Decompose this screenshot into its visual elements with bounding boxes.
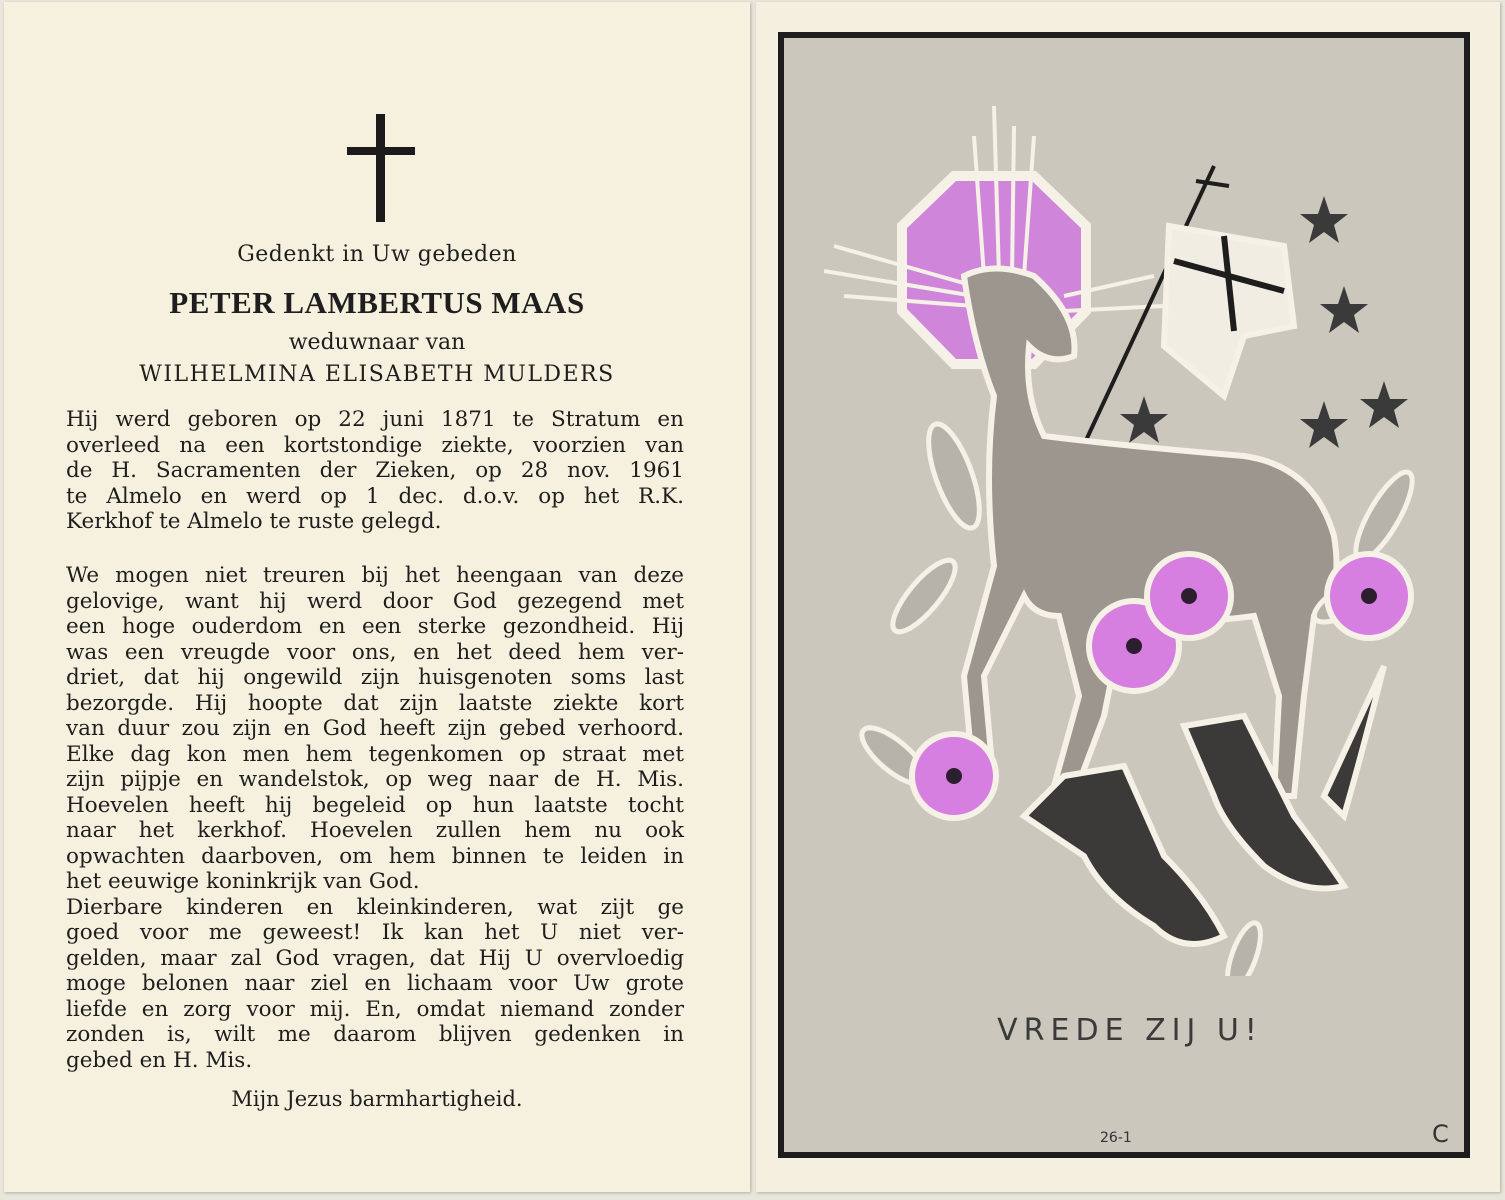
text-line: het eeuwige koninkrijk van God. (66, 869, 420, 894)
text-line: van duur zou zijn en God heeft zijn gebed verhoord. (66, 716, 684, 741)
text-line: naar het kerkhof. Hoevelen zullen hem nu ook (66, 818, 684, 843)
text-line: gelovige, want hij werd door God gezegend met (66, 588, 684, 614)
printer-mark: C (1432, 1120, 1449, 1148)
text-line: gebed en H. Mis. (66, 1047, 253, 1073)
text-line: Hij werd geboren op 22 juni 1871 te Stratum en (66, 407, 684, 432)
text-line: goed voor me geweest! Ik kan het U niet ver- (66, 920, 684, 945)
text-line: zonden is, wilt me daarom blijven gedenken in (66, 1022, 684, 1047)
text-line: liefde en zorg voor mij. En, omdat niemand zonder (66, 996, 684, 1022)
motto-text: VREDE ZIJ U! (997, 1013, 1263, 1048)
text-line: was een vreugde voor ons, en het deed hem ver- (66, 639, 684, 665)
text-line: bezorgde. Hij hoopte dat zijn laatste ziekte kort (66, 690, 684, 716)
text-line: Kerkhof te Almelo te ruste gelegd. (66, 509, 442, 534)
text-line: Dierbare kinderen en kleinkinderen, wat zijt ge (66, 894, 684, 920)
text-line: overleed na een kortstondige ziekte, voorzien van (66, 432, 684, 458)
closing-prayer: Mijn Jezus barmhartigheid. (231, 1087, 523, 1111)
memorial-paragraph (66, 563, 684, 1073)
deceased-name: PETER LAMBERTUS MAAS (169, 285, 585, 320)
text-line: opwachten daarboven, om hem binnen te leiden in (66, 843, 684, 869)
image-frame (778, 32, 1470, 1158)
card-code: 26-1 (1100, 1130, 1132, 1146)
text-line: driet, dat hij ongewild zijn huisgenoten soms last (66, 665, 684, 690)
text-line: zijn pijpje en wandelstok, op weg naar de H. Mis. (66, 767, 684, 792)
text-line: We mogen niet treuren bij het heengaan van deze (66, 563, 684, 588)
wife-name: WILHELMINA ELISABETH MULDERS (139, 362, 615, 387)
lamb-of-god-illustration (824, 96, 1436, 976)
cross-icon (347, 114, 415, 224)
text-line: Elke dag kon men hem tegenkomen op straat met (66, 741, 684, 767)
text-line: de H. Sacramenten der Zieken, op 28 nov. 1961 (66, 458, 684, 483)
text-line: moge belonen naar ziel en lichaam voor Uw grote (66, 971, 684, 996)
text-line: te Almelo en werd op 1 dec. d.o.v. op het R.K. (66, 483, 684, 509)
prayer-card-image-side (756, 2, 1500, 1192)
biography-paragraph (66, 407, 684, 535)
intro-line: Gedenkt in Uw gebeden (237, 242, 517, 267)
prayer-card-text-side (4, 2, 750, 1192)
text-line: gelden, maar zal God vragen, dat Hij U overvloedig (66, 945, 684, 971)
widower-of-line: weduwnaar van (288, 330, 466, 355)
text-line: Hoevelen heeft hij begeleid op hun laatste tocht (66, 792, 684, 818)
lamb (964, 269, 1337, 797)
text-line: een hoge ouderdom en een sterke gezondheid. Hij (66, 614, 684, 639)
